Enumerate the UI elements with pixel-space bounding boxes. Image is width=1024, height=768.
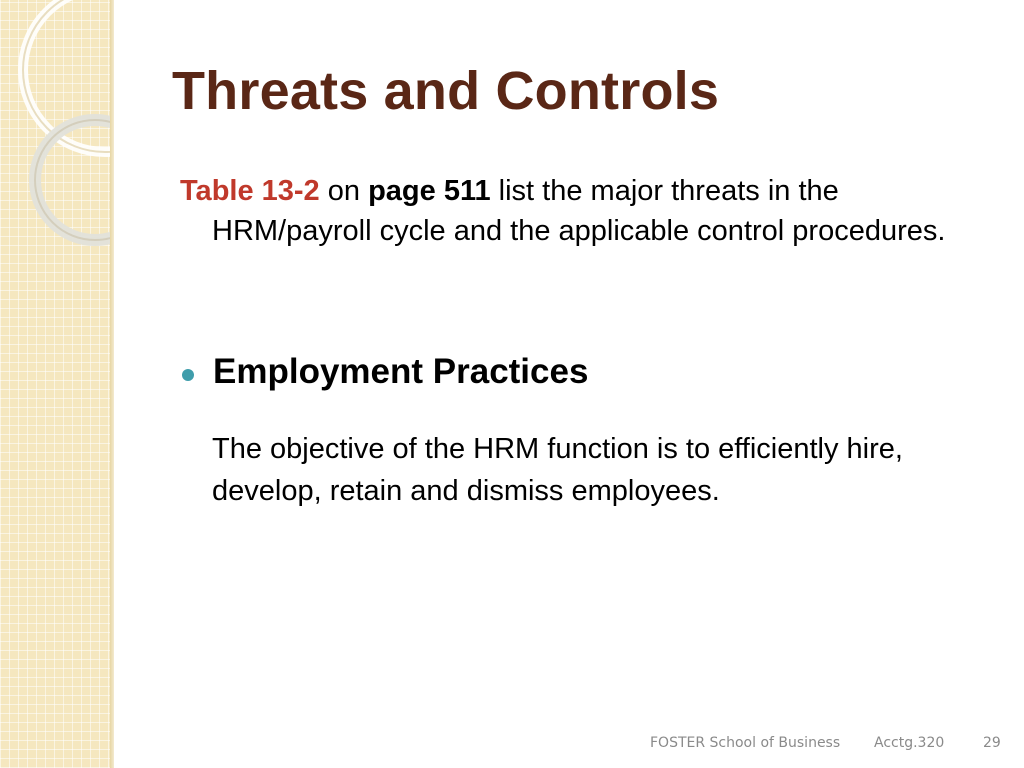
table-reference: Table 13-2	[180, 175, 320, 207]
decorative-rings	[0, 0, 110, 260]
footer-course: Acctg.320	[874, 735, 945, 751]
page-reference: page 511	[368, 175, 491, 207]
side-panel-edge	[110, 0, 114, 768]
bullet-icon	[182, 369, 194, 381]
intro-paragraph	[180, 171, 1002, 251]
slide-number: 29	[983, 735, 1001, 751]
objective-paragraph: The objective of the HRM function is to efficiently hire, develop, retain and dismiss employees.	[212, 433, 903, 507]
footer-organization: FOSTER School of Business	[650, 735, 841, 751]
decorative-side-panel	[0, 0, 110, 768]
slide-title: Threats and Controls	[172, 61, 720, 121]
bullet-heading: Employment Practices	[213, 352, 589, 391]
intro-on: on	[319, 175, 369, 207]
intro-rest: list the major threats in the HRM/payroll cycle and the applicable control procedures.	[212, 175, 946, 247]
